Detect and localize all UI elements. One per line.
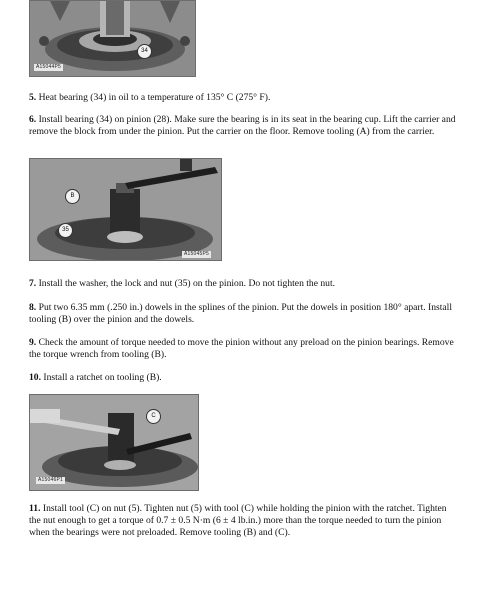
step-number: 11. — [29, 503, 41, 514]
step-number: 6. — [29, 114, 37, 125]
step-text: Install the washer, the lock and nut (35) on the pinion. Do not tighten the nut. — [38, 278, 336, 289]
step-number: 9. — [29, 337, 37, 348]
step-8 — [29, 302, 459, 326]
ratchet-tool-illustration — [30, 395, 198, 490]
step-text: Install a ratchet on tooling (B). — [43, 372, 162, 383]
figure-torque-wrench-photo — [29, 158, 222, 261]
figure-bearing-installation-photo — [29, 0, 196, 77]
step-text: Heat bearing (34) in oil to a temperature of 135° C (275° F). — [38, 92, 271, 103]
step-text: Put two 6.35 mm (.250 in.) dowels in the splines of the pinion. Put the dowels in position 180° apart. Install tooling (B) over the pinion and the dowels. — [29, 302, 453, 325]
callout-34: 34 — [137, 44, 152, 59]
figure-tag: A15044P5 — [36, 64, 61, 70]
step-text: Install bearing (34) on pinion (28). Make sure the bearing is in its seat in the bearing cup. Lift the carrier and remove the block from under the pinion. Put the carrier on the floor. Remove tooling (A) from the carrier. — [29, 114, 456, 137]
step-11 — [29, 503, 459, 539]
step-text: Check the amount of torque needed to move the pinion without any preload on the pinion bearings. Remove the torque wrench from tooling (B). — [29, 337, 454, 360]
step-number: 5. — [29, 92, 37, 103]
step-9 — [29, 337, 459, 361]
step-text: Install tool (C) on nut (5). Tighten nut (5) with tool (C) while holding the pinion with the ratchet. Tighten the nut enough to get a torque of 0.7 ± 0.5 N·m (6 ± 4 lb.in.) more than the torque needed to turn the pinion when the bearings were not preloaded. Remove tooling (B) and (C). — [29, 503, 447, 538]
figure-ratchet-tool-photo — [29, 394, 199, 491]
callout-c: C — [146, 409, 161, 424]
step-number: 8. — [29, 302, 37, 313]
callout-b: B — [65, 189, 80, 204]
step-5 — [29, 92, 459, 104]
figure-tag: A15046P1 — [38, 477, 63, 483]
step-7 — [29, 278, 459, 290]
figure-tag: A15045P5 — [184, 251, 209, 257]
step-number: 10. — [29, 372, 41, 383]
step-6 — [29, 114, 459, 138]
step-number: 7. — [29, 278, 37, 289]
step-10 — [29, 372, 459, 384]
torque-wrench-illustration — [30, 159, 221, 260]
callout-35: 35 — [58, 223, 73, 238]
